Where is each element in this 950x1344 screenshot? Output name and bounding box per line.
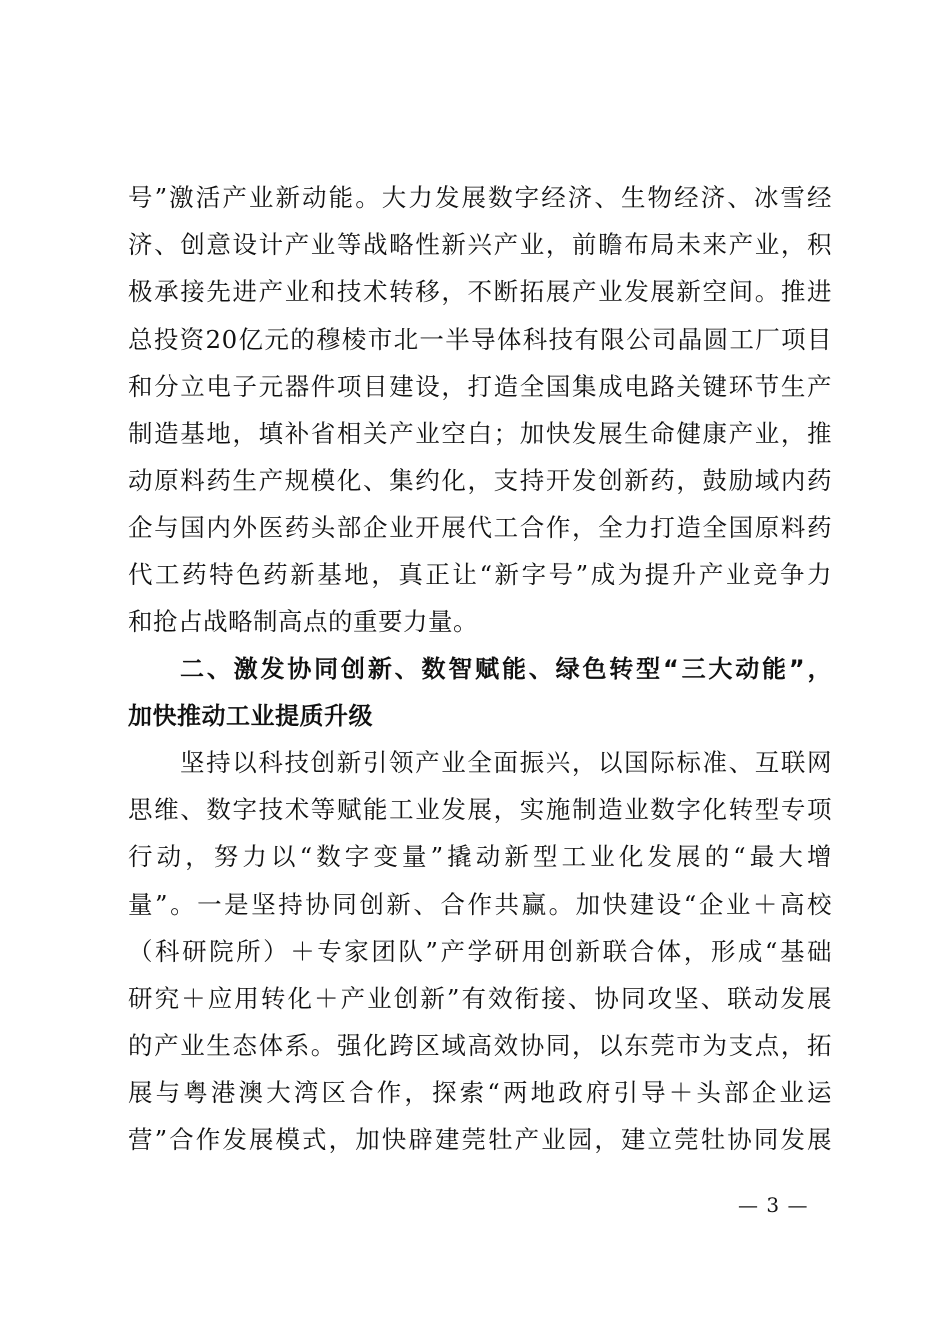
paragraph-line: 和抢占战略制高点的重要力量。 (128, 607, 478, 636)
paragraph-line: 研究＋应用转化＋产业创新”有效衔接、协同攻坚、联动发展 (128, 984, 832, 1013)
paragraph-line: 量”。一是坚持协同创新、合作共赢。加快建设“企业＋高校 (128, 890, 832, 919)
paragraph-line: 坚持以科技创新引领产业全面振兴，以国际标准、互联网 (180, 748, 832, 777)
paragraph-line: 总投资20亿元的穆棱市北一半导体科技有限公司晶圆工厂项目 (128, 325, 832, 354)
paragraph-line: 极承接先进产业和技术转移，不断拓展产业发展新空间。推进 (128, 277, 832, 306)
heading-line: 二、激发协同创新、数智赋能、绿色转型“三大动能”， (180, 655, 832, 683)
page-number: — 3 — (738, 1193, 809, 1217)
paragraph-line: 营”合作发展模式，加快辟建莞牡产业园，建立莞牡协同发展 (128, 1125, 832, 1154)
heading-line: 加快推动工业提质升级 (128, 702, 373, 730)
paragraph-line: 和分立电子元器件项目建设，打造全国集成电路关键环节生产 (128, 372, 832, 401)
paragraph-line: 展与粤港澳大湾区合作，探索“两地政府引导＋头部企业运 (128, 1078, 832, 1107)
paragraph-line: 济、创意设计产业等战略性新兴产业，前瞻布局未来产业，积 (128, 230, 832, 259)
paragraph-line: 企与国内外医药头部企业开展代工合作，全力打造全国原料药 (128, 513, 832, 542)
paragraph-line: 代工药特色药新基地，真正让“新字号”成为提升产业竞争力 (128, 560, 832, 589)
paragraph-line: 动原料药生产规模化、集约化，支持开发创新药，鼓励域内药 (128, 466, 832, 495)
paragraph-line: 制造基地，填补省相关产业空白；加快发展生命健康产业，推 (128, 419, 832, 448)
paragraph-line: （科研院所）＋专家团队”产学研用创新联合体，形成“基础 (128, 937, 832, 966)
paragraph-line: 思维、数字技术等赋能工业发展，实施制造业数字化转型专项 (128, 795, 832, 824)
paragraph-line: 号”激活产业新动能。大力发展数字经济、生物经济、冰雪经 (128, 183, 832, 212)
paragraph-line: 行动，努力以“数字变量”撬动新型工业化发展的“最大增 (128, 842, 832, 871)
paragraph-line: 的产业生态体系。强化跨区域高效协同，以东莞市为支点，拓 (128, 1031, 832, 1060)
